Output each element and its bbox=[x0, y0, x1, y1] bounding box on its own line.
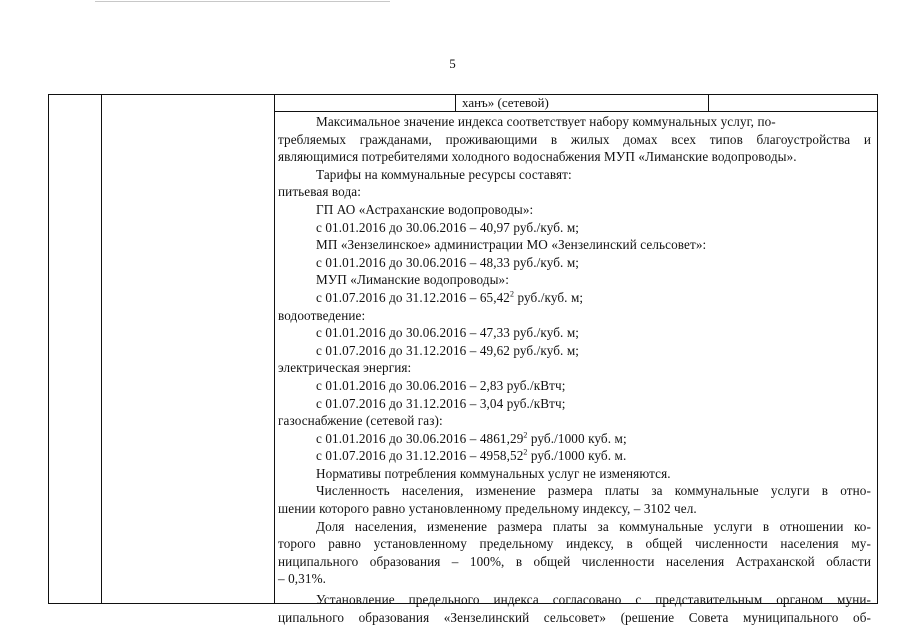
paragraph-index-line: являющимися потребителями холодного водоснабжения МУП «Лиманские водопроводы». bbox=[278, 149, 797, 165]
water-supplier: МП «Зензелинское» администрации МО «Зензелинский сельсовет»: bbox=[316, 237, 707, 253]
rate-text: с 01.07.2016 до 31.12.2016 – 4958,52 bbox=[316, 448, 524, 464]
page-number: 5 bbox=[449, 56, 456, 71]
sewer-rate: с 01.07.2016 до 31.12.2016 – 49,62 руб./куб. м; bbox=[316, 342, 580, 358]
carryover-cell: ханъ» (сетевой) bbox=[455, 94, 709, 112]
agreement-line: Установление предельного индекса согласовано с представительным органом муни- bbox=[316, 592, 871, 608]
share-line: ниципального образования – 100%, в общей численности населения Астраханской области bbox=[278, 553, 871, 569]
paragraph-index-line: требляемых гражданами, проживающими в жилых домах всех типов благоустройства и bbox=[278, 131, 871, 147]
share-line: торого равно установленному предельному индексу, в общей численности населения му- bbox=[278, 536, 871, 552]
top-rule bbox=[95, 1, 390, 2]
water-rate: с 01.01.2016 до 30.06.2016 – 48,33 руб./куб. м; bbox=[316, 254, 580, 270]
water-rate bbox=[278, 289, 871, 307]
share-line: Доля населения, изменение размера платы за коммунальные услуги в отношении ко- bbox=[316, 518, 871, 534]
rate-unit: руб./1000 куб. м; bbox=[527, 430, 627, 446]
rate-text: с 01.07.2016 до 31.12.2016 – 65,42 bbox=[316, 289, 510, 305]
document-table bbox=[48, 94, 878, 625]
water-heading: питьевая вода: bbox=[278, 184, 361, 200]
tariffs-intro: Тарифы на коммунальные ресурсы составят: bbox=[316, 166, 572, 182]
rate-text: с 01.01.2016 до 30.06.2016 – 4861,29 bbox=[316, 430, 524, 446]
power-rate: с 01.01.2016 до 30.06.2016 – 2,83 руб./кВтч; bbox=[316, 377, 566, 393]
norms-statement: Нормативы потребления коммунальных услуг не изменяются. bbox=[316, 465, 671, 481]
water-supplier: МУП «Лиманские водопроводы»: bbox=[316, 272, 509, 288]
gas-heading: газоснабжение (сетевой газ): bbox=[278, 413, 443, 429]
sewer-heading: водоотведение: bbox=[278, 307, 366, 323]
gas-rate bbox=[278, 430, 871, 448]
sewer-rate: с 01.01.2016 до 30.06.2016 – 47,33 руб./куб. м; bbox=[316, 325, 580, 341]
footnote-mark: 2 bbox=[523, 447, 528, 457]
water-rate: с 01.01.2016 до 30.06.2016 – 40,97 руб./куб. м; bbox=[316, 219, 580, 235]
carryover-row bbox=[275, 95, 877, 112]
water-supplier: ГП АО «Астраханские водопроводы»: bbox=[316, 201, 534, 217]
table-text-cell bbox=[278, 113, 871, 626]
footnote-mark: 2 bbox=[510, 289, 515, 299]
paragraph-index-line: Максимальное значение индекса соответствует набору коммунальных услуг, по- bbox=[316, 114, 776, 129]
carryover-cell-empty-left bbox=[275, 95, 455, 111]
rate-unit: руб./1000 куб. м. bbox=[527, 448, 627, 464]
column-divider-1 bbox=[101, 95, 102, 603]
population-line: шении которого равно установленному предельному индексу, – 3102 чел. bbox=[278, 501, 697, 517]
footnote-mark: 2 bbox=[523, 430, 528, 440]
population-line: Численность населения, изменение размера платы за коммунальные услуги в отно- bbox=[316, 483, 871, 499]
gas-rate bbox=[278, 447, 871, 465]
carryover-cell-empty-right bbox=[711, 95, 877, 111]
power-heading: электрическая энергия: bbox=[278, 360, 412, 376]
agreement-line: ципального образования «Зензелинский сельсовет» (решение Совета муниципального об- bbox=[278, 609, 871, 625]
rate-unit: руб./куб. м; bbox=[514, 289, 584, 305]
column-divider-2 bbox=[274, 95, 275, 603]
share-line: – 0,31%. bbox=[278, 571, 327, 587]
power-rate: с 01.07.2016 до 31.12.2016 – 3,04 руб./кВтч; bbox=[316, 395, 566, 411]
